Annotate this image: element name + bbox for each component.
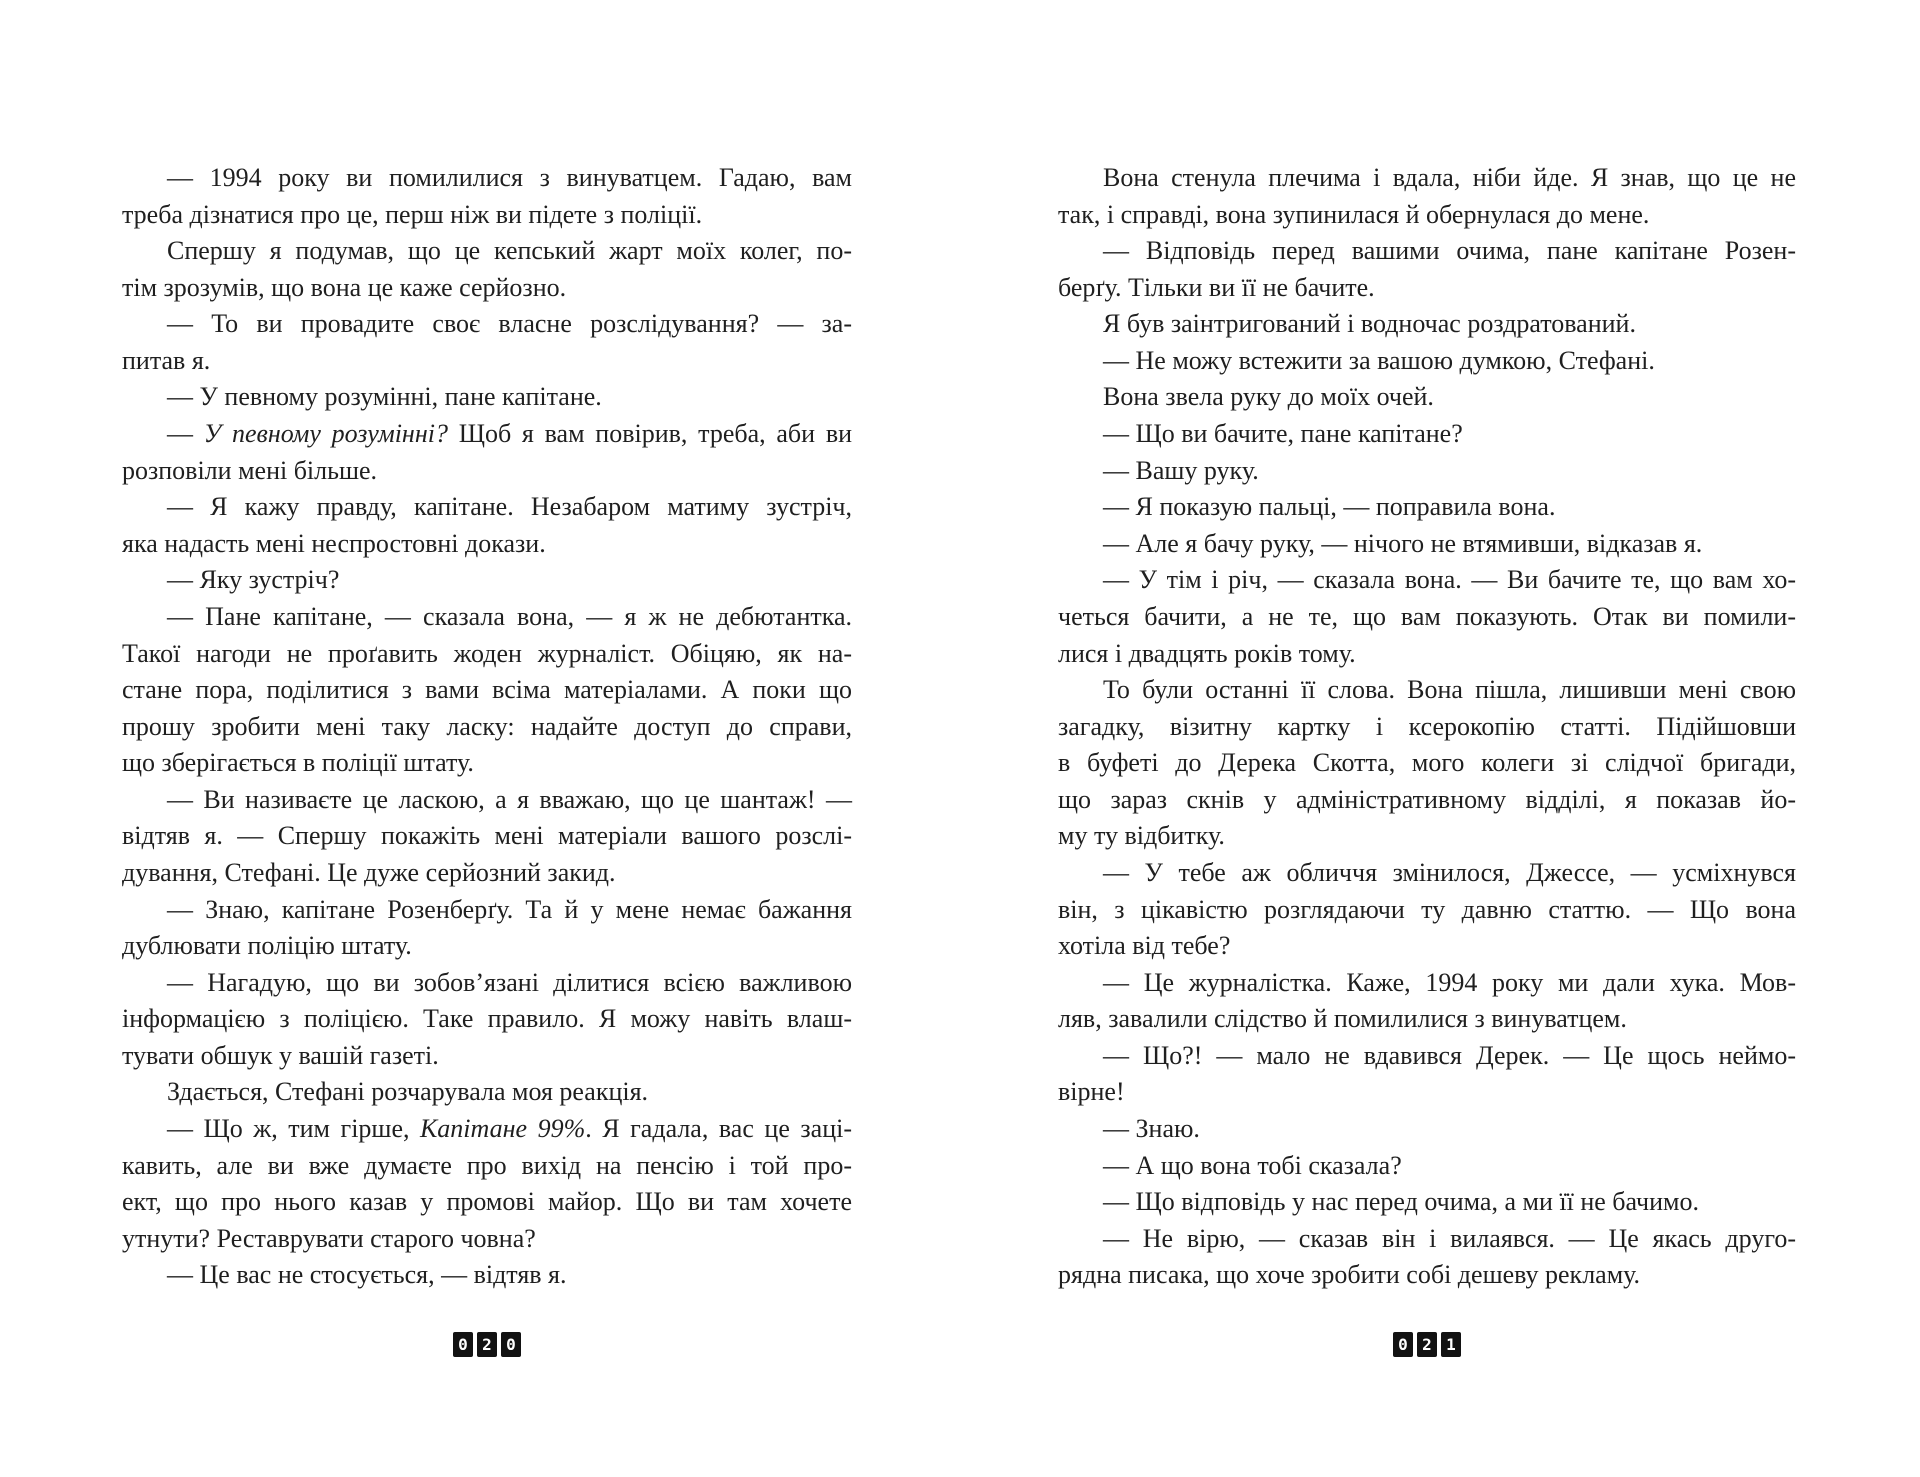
text-line: — Я кажу правду, капітане. Незабаром матиму зустріч,: [167, 492, 852, 522]
text-line: треба дізнатися про це, перш ніж ви підете з поліції.: [122, 199, 703, 229]
text-line: — Нагадую, що ви зобов’язані ділитися всією важливою: [167, 967, 852, 997]
text-run: Щоб я вам повірив, треба, аби ви: [447, 419, 853, 449]
text-line: — Що ви бачите, пане капітане?: [1103, 419, 1463, 449]
text-line: яка надасть мені неспростовні докази.: [122, 528, 546, 558]
text-line: утнути? Реставрувати старого човна?: [122, 1223, 536, 1253]
text-line: хотіла від тебе?: [1058, 931, 1231, 961]
page-number: [122, 1332, 852, 1357]
text-line: дування, Стефані. Це дуже серйозний закид.: [122, 857, 616, 887]
text-line: — Це журналістка. Каже, 1994 року ми дали хука. Мов-: [1103, 967, 1796, 997]
text-line: в буфеті до Дерека Скотта, мого колеги зі слідчої бригади,: [1058, 748, 1796, 778]
page-text-column: [1058, 160, 1796, 1294]
page-text-column: [122, 160, 852, 1294]
text-line: Здається, Стефані розчарувала моя реакція.: [167, 1077, 649, 1107]
text-line: — Яку зустріч?: [167, 565, 340, 595]
text-run: — Що ж, тим гірше,: [167, 1114, 421, 1144]
text-line: — Це вас не стосується, — відтяв я.: [167, 1260, 567, 1290]
text-line: То були останні її слова. Вона пішла, лишивши мені свою: [1103, 675, 1796, 705]
page-number-digit: 0: [1393, 1332, 1413, 1357]
book-page-left: [122, 160, 852, 1440]
italic-text: Капітане 99%: [420, 1114, 586, 1144]
text-line: — У певному розумінні, пане капітане.: [167, 382, 602, 412]
text-line: — А що вона тобі сказала?: [1103, 1150, 1402, 1180]
text-run: —: [167, 419, 204, 449]
text-line: — Не вірю, — сказав він і вилаявся. — Це якась друго-: [1103, 1223, 1796, 1253]
text-line: Вона стенула плечима і вдала, ніби йде. Я знав, що це не: [1103, 163, 1796, 192]
text-line: — У тім і річ, — сказала вона. — Ви бачите те, що вам хо-: [1103, 565, 1796, 595]
text-line: — Але я бачу руку, — нічого не втямивши, відказав я.: [1103, 528, 1703, 558]
text-line: дублювати поліцію штату.: [122, 931, 412, 961]
text-line: рядна писака, що хоче зробити собі дешеву рекламу.: [1058, 1260, 1641, 1290]
text-line: — То ви провадите своє власне розслідування? — за-: [167, 309, 852, 339]
text-line: — Знаю.: [1103, 1114, 1200, 1144]
text-line: Вона звела руку до моїх очей.: [1103, 382, 1434, 412]
text-line: Такої нагоди не проґавить жоден журналіст. Обіцяю, як на-: [122, 638, 852, 668]
text-line: четься бачити, а не те, що вам показують. Отак ви помили-: [1058, 601, 1796, 631]
text-line: що зберігається в поліції штату.: [122, 748, 474, 778]
text-line: вірне!: [1058, 1077, 1125, 1107]
text-line: [122, 416, 852, 453]
book-page-right: [1058, 160, 1796, 1440]
text-line: що зараз скнів у адміністративному відділі, я показав йо-: [1058, 784, 1796, 814]
text-line: Спершу я подумав, що це кепський жарт моїх колег, по-: [167, 236, 852, 266]
text-line: так, і справді, вона зупинилася й обернулася до мене.: [1058, 199, 1650, 229]
page-number: [1058, 1332, 1796, 1357]
page-number-digit: 2: [477, 1332, 497, 1357]
text-line: — Пане капітане, — сказала вона, — я ж не дебютантка.: [167, 601, 852, 631]
text-line: ляв, завалили слідство й помилилися з винуватцем.: [1058, 1004, 1627, 1034]
text-run: . Я гадала, вас це заці-: [585, 1114, 853, 1144]
text-line: — У тебе аж обличчя змінилося, Джессе, — усміхнувся: [1103, 857, 1796, 887]
text-line: — Що відповідь у нас перед очима, а ми її не бачимо.: [1103, 1187, 1699, 1217]
text-line: відтяв я. — Спершу покажіть мені матеріали вашого розслі-: [122, 821, 852, 851]
text-line: Я був заінтригований і водночас роздратований.: [1103, 309, 1636, 339]
text-line: — Знаю, капітане Розенберґу. Та й у мене немає бажання: [167, 894, 852, 924]
text-line: лися і двадцять років тому.: [1058, 638, 1356, 668]
text-line: тім зрозумів, що вона це каже серйозно.: [122, 272, 567, 302]
text-line: — Я показую пальці, — поправила вона.: [1103, 492, 1556, 522]
page-number-digit: 0: [501, 1332, 521, 1357]
text-line: питав я.: [122, 345, 211, 375]
text-line: му ту відбитку.: [1058, 821, 1225, 851]
text-line: ект, що про нього казав у промові майор. Що ви там хочете: [122, 1187, 852, 1217]
text-line: прошу зробити мені таку ласку: надайте доступ до справи,: [122, 711, 852, 741]
page-number-digit: 2: [1417, 1332, 1437, 1357]
text-line: загадку, візитну картку і ксерокопію статті. Підійшовши: [1058, 711, 1796, 741]
page-number-digit: 0: [453, 1332, 473, 1357]
text-line: він, з цікавістю розглядаючи ту давню статтю. — Що вона: [1058, 894, 1796, 924]
text-line: кавить, але ви вже думаєте про вихід на пенсію і той про-: [122, 1150, 852, 1180]
text-line: — Не можу встежити за вашою думкою, Стефані.: [1103, 345, 1655, 375]
text-line: [122, 1111, 852, 1148]
text-line: стане пора, поділитися з вами всіма матеріалами. А поки що: [122, 675, 852, 705]
text-line: інформацією з поліцією. Таке правило. Я можу навіть влаш-: [122, 1004, 852, 1034]
text-line: — Що?! — мало не вдавився Дерек. — Це щось неймо-: [1103, 1040, 1796, 1070]
text-line: розповіли мені більше.: [122, 455, 378, 485]
page-number-digit: 1: [1441, 1332, 1461, 1357]
text-line: — Відповідь перед вашими очима, пане капітане Розен-: [1103, 236, 1796, 266]
text-line: тувати обшук у вашій газеті.: [122, 1040, 439, 1070]
text-line: — 1994 року ви помилилися з винуватцем. Гадаю, вам: [167, 163, 852, 192]
text-line: берґу. Тільки ви її не бачите.: [1058, 272, 1375, 302]
italic-text: У певному розумінні?: [203, 419, 448, 449]
text-line: — Ви називаєте це ласкою, а я вважаю, що це шантаж! —: [167, 784, 852, 814]
text-line: — Вашу руку.: [1103, 455, 1259, 485]
